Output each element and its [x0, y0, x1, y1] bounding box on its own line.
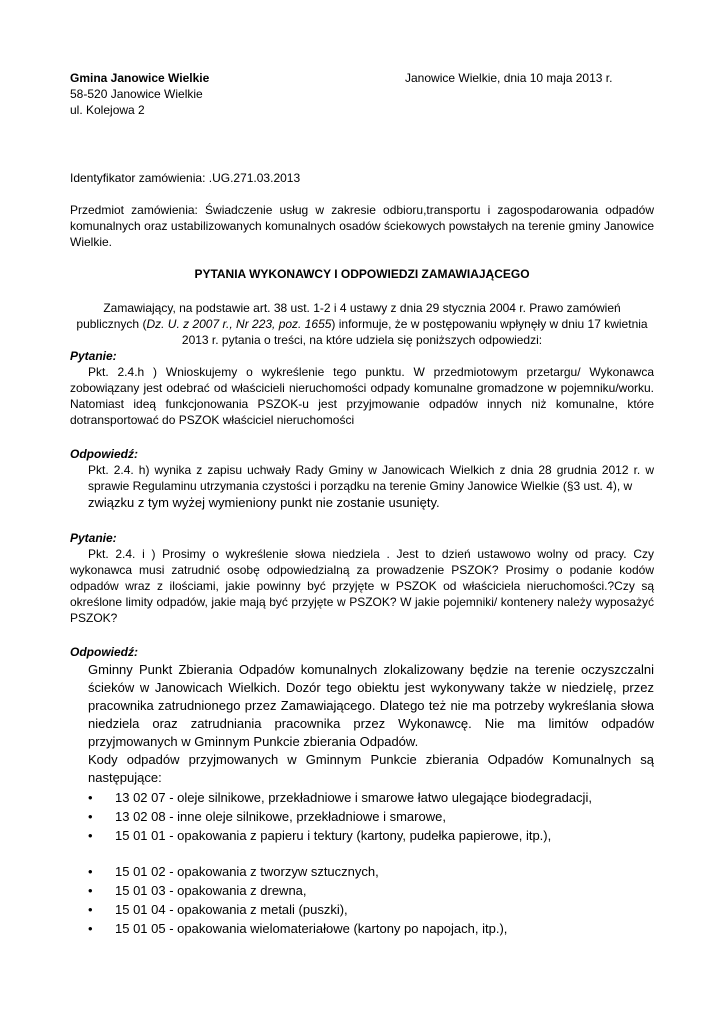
- bullet-icon: •: [88, 790, 93, 805]
- list-item: [88, 900, 654, 919]
- answer-1-block: [70, 462, 654, 512]
- order-identifier: Identyfikator zamówienia: .UG.271.03.2013: [70, 171, 301, 185]
- waste-code-text: 15 01 03 - opakowania z drewna,: [115, 883, 307, 898]
- intro-line-2-end: ) informuje, że w postępowaniu wpłynęły w dniu 17 kwietnia: [331, 317, 648, 331]
- intro-paragraph: [60, 300, 664, 348]
- bullet-icon: •: [88, 864, 93, 879]
- answer-2-label: Odpowiedź:: [70, 645, 138, 659]
- list-item: [88, 826, 654, 845]
- answer-1-text: Pkt. 2.4. h) wynika z zapisu uchwały Rady Gminy w Janowicach Wielkich z dnia 28 grudnia 2012 r. w sprawie Regulaminu utrzymania czystości i porządku na terenie Gminy Janowice Wielkie (§3 ust. 4), w: [88, 463, 654, 493]
- waste-code-text: 15 01 02 - opakowania z tworzyw sztucznych,: [115, 864, 379, 879]
- document-heading: PYTANIA WYKONAWCY I ODPOWIEDZI ZAMAWIAJĄCEGO: [194, 267, 530, 281]
- waste-code-text: 15 01 04 - opakowania z metali (puszki),: [115, 902, 348, 917]
- question-2-label: Pytanie:: [70, 531, 117, 545]
- order-subject: Przedmiot zamówienia: Świadczenie usług w zakresie odbioru,transportu i zagospodarowania odpadów komunalnych oraz ustabilizowanych komunalnych osadów ściekowych powstałych na terenie gminy Janowice Wielkie.: [70, 203, 654, 249]
- answer-1-label: Odpowiedź:: [70, 447, 138, 461]
- bullet-icon: •: [88, 921, 93, 936]
- list-item: [88, 862, 654, 881]
- answer-1-conclusion: związku z tym wyżej wymieniony punkt nie zostanie usunięty.: [88, 495, 440, 510]
- waste-code-text: 13 02 07 - oleje silnikowe, przekładniowe i smarowe łatwo ulegające biodegradacji,: [115, 790, 592, 805]
- waste-code-text: 13 02 08 - inne oleje silnikowe, przekładniowe i smarowe,: [115, 809, 446, 824]
- answer-2-codes-intro: Kody odpadów przyjmowanych w Gminnym Punkcie zbierania Odpadów Komunalnych są następujące:: [88, 752, 654, 785]
- intro-line-3: 2013 r. pytania o treści, na które udziela się poniższych odpowiedzi:: [181, 333, 543, 347]
- answer-2-text: Gminny Punkt Zbierania Odpadów komunalnych zlokalizowany będzie na terenie oczyszczalni ścieków w Janowicach Wielkich. Dozór tego obiektu jest wykonywany także w niedzielę, przez pracownika zatrudnionego przez Zamawiającego. Dlatego też nie ma potrzeby wykreślania słowa niedziela oraz zatrudniania pracownika przez Wykonawcę. Nie ma limitów odpadów przyjmowanych w Gminnym Punkcie zbierania Odpadów.: [88, 662, 654, 749]
- bullet-icon: •: [88, 902, 93, 917]
- bullet-icon: •: [88, 883, 93, 898]
- intro-line-2-start: publicznych (: [76, 317, 147, 331]
- waste-codes-list-2: [88, 862, 654, 938]
- waste-codes-list-1: [88, 788, 654, 845]
- list-item: [88, 919, 654, 938]
- organization-street: ul. Kolejowa 2: [70, 103, 145, 117]
- intro-citation: Dz. U. z 2007 r., Nr 223, poz. 1655: [146, 317, 332, 331]
- intro-line-2: [60, 316, 664, 332]
- waste-code-text: 15 01 01 - opakowania z papieru i tektury (kartony, pudełka papierowe, itp.),: [115, 828, 552, 843]
- question-2-text: Pkt. 2.4. i ) Prosimy o wykreślenie słowa niedziela . Jest to dzień ustawowo wolny od pracy. Czy wykonawca musi zatrudnić osobę odpowiedzialną za prowadzenie PSZOK? Prosimy o podanie kodów odpadów wraz z ilościami, jakie powinny być przyjęte w PSZOK od właściciela nieruchomości.?Czy są określone limity odpadów, jakie mają być przyjęte w PSZOK? W jakie pojemniki/ kontenery należy wyposażyć PSZOK?: [70, 547, 654, 625]
- intro-line-1: Zamawiający, na podstawie art. 38 ust. 1-2 i 4 ustawy z dnia 29 stycznia 2004 r. Prawo zamówień: [103, 301, 621, 315]
- list-item: [88, 788, 654, 807]
- waste-code-text: 15 01 05 - opakowania wielomateriałowe (kartony po napojach, itp.),: [115, 921, 508, 936]
- organization-name: Gmina Janowice Wielkie: [70, 71, 210, 85]
- question-1-text: Pkt. 2.4.h ) Wnioskujemy o wykreślenie tego punktu. W przedmiotowym przetargu/ Wykonawca zobowiązany jest odebrać od właścicieli nieruchomości odpady komunalne gromadzone w pojemniku/worku. Natomiast ideą funkcjonowania PSZOK-u jest przyjmowanie odpadów innych niż komunalne, które dotransportować do PSZOK właściciel nieruchomości: [70, 365, 654, 427]
- place-and-date: Janowice Wielkie, dnia 10 maja 2013 r.: [405, 71, 613, 85]
- list-item: [88, 807, 654, 826]
- bullet-icon: •: [88, 809, 93, 824]
- question-1-label: Pytanie:: [70, 349, 117, 363]
- organization-postal-address: 58-520 Janowice Wielkie: [70, 87, 203, 101]
- bullet-icon: •: [88, 828, 93, 843]
- list-item: [88, 881, 654, 900]
